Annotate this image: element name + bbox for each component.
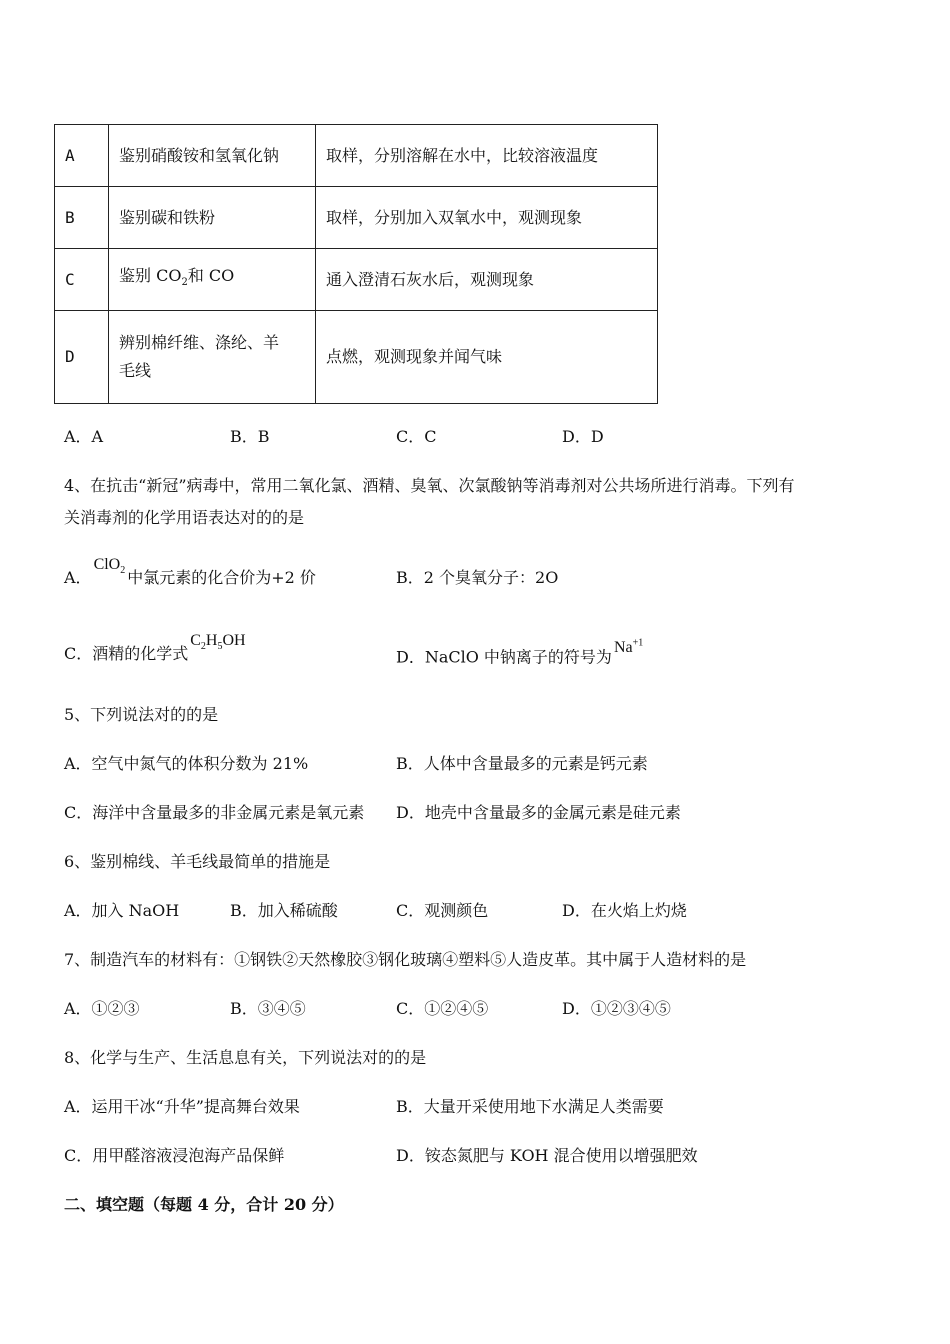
row-label: C (55, 249, 109, 311)
q5-option-c: C．海洋中含量最多的非金属元素是氧元素 (64, 803, 365, 822)
table-row (55, 249, 658, 311)
q8-option-c: C．用甲醛溶液浸泡海产品保鲜 (64, 1146, 285, 1165)
option-prefix: A． (64, 568, 92, 587)
q8-option-d: D．铵态氮肥与 KOH 混合使用以增强肥效 (396, 1146, 698, 1165)
q7-option-b: B．③④⑤ (230, 999, 306, 1018)
option-a: A．A (64, 427, 104, 446)
q7-option-a: A．①②③ (64, 999, 140, 1018)
option-text: 中氯元素的化合价为+2 价 (127, 568, 316, 587)
q8-option-a: A．运用干冰“升华”提高舞台效果 (64, 1097, 300, 1116)
row-purpose: 鉴别碳和铁粉 (109, 187, 316, 249)
row-method: 取样，分别加入双氧水中，观测现象 (316, 187, 658, 249)
row-purpose (109, 249, 316, 311)
table-row (55, 125, 658, 187)
option-prefix: D．NaClO 中钠离子的符号为 (396, 647, 612, 667)
section-heading: 二、填空题（每题 4 分，合计 20 分） (64, 1195, 344, 1214)
row-label: D (55, 311, 109, 404)
row-method: 通入澄清石灰水后，观测现象 (316, 249, 658, 311)
purpose-line: 辨别棉纤维、涤纶、羊 (119, 333, 280, 352)
q5-option-d: D．地壳中含量最多的金属元素是硅元素 (396, 803, 681, 822)
row-label: A (55, 125, 109, 187)
subscript: 2 (120, 565, 126, 577)
q5-option-b: B．人体中含量最多的元素是钙元素 (396, 754, 648, 773)
formula-text: OH (222, 632, 246, 649)
option-c: C．C (396, 427, 437, 446)
q4-option-c (64, 632, 246, 671)
row-method: 取样，分别溶解在水中，比较溶液温度 (316, 125, 658, 187)
chem-formula (614, 639, 643, 656)
formula-text: Na (613, 639, 633, 657)
row-method: 点燃，观测现象并闻气味 (316, 311, 658, 404)
chem-formula (93, 556, 126, 577)
q8-option-b: B．大量开采使用地下水满足人类需要 (396, 1097, 664, 1116)
formula-text: ClO (93, 556, 121, 573)
row-label: B (55, 187, 109, 249)
q4-option-b: B．2 个臭氧分子：2O (396, 568, 559, 587)
table-row (55, 311, 658, 404)
option-d: D．D (562, 427, 604, 446)
subscript: 5 (217, 641, 223, 653)
q4-option-d (396, 638, 644, 668)
question-8-stem: 8、化学与生产、生活息息有关，下列说法对的的是 (64, 1048, 427, 1067)
q6-option-c: C．观测颜色 (396, 901, 489, 920)
experiment-table (54, 124, 658, 404)
question-4-stem: 4、在抗击“新冠”病毒中，常用二氧化氯、酒精、臭氧、次氯酸钠等消毒剂对公共场所进行消毒。下列有 (64, 476, 795, 495)
question-5-stem: 5、下列说法对的的是 (64, 705, 219, 724)
q7-option-d: D．①②③④⑤ (562, 999, 671, 1018)
subscript: 2 (200, 641, 206, 653)
q6-option-d: D．在火焰上灼烧 (562, 901, 687, 920)
formula-text: C (190, 632, 201, 649)
row-purpose: 鉴别硝酸铵和氢氧化钠 (109, 125, 316, 187)
table-row (55, 187, 658, 249)
purpose-line: 毛线 (119, 361, 152, 380)
row-purpose (109, 311, 316, 404)
purpose-text: 和 CO (187, 265, 235, 285)
option-prefix: C．酒精的化学式 (64, 644, 189, 663)
q5-option-a: A．空气中氮气的体积分数为 21% (64, 754, 309, 773)
q7-option-c: C．①②④⑤ (396, 999, 489, 1018)
formula-text: H (205, 632, 218, 649)
purpose-text: 鉴别 CO (119, 265, 182, 285)
question-6-stem: 6、鉴别棉线、羊毛线最简单的措施是 (64, 852, 331, 871)
q6-option-a: A．加入 NaOH (64, 901, 180, 920)
question-4-stem-cont: 关消毒剂的化学用语表达对的的是 (64, 508, 305, 527)
option-b: B．B (230, 427, 270, 446)
question-7-stem: 7、制造汽车的材料有：①钢铁②天然橡胶③钢化玻璃④塑料⑤人造皮革。其中属于人造材料的是 (64, 950, 747, 969)
superscript: +1 (632, 638, 644, 649)
subscript: 2 (181, 277, 188, 289)
q6-option-b: B．加入稀硫酸 (230, 901, 338, 920)
chem-formula (190, 632, 246, 653)
q4-option-a (64, 556, 316, 595)
